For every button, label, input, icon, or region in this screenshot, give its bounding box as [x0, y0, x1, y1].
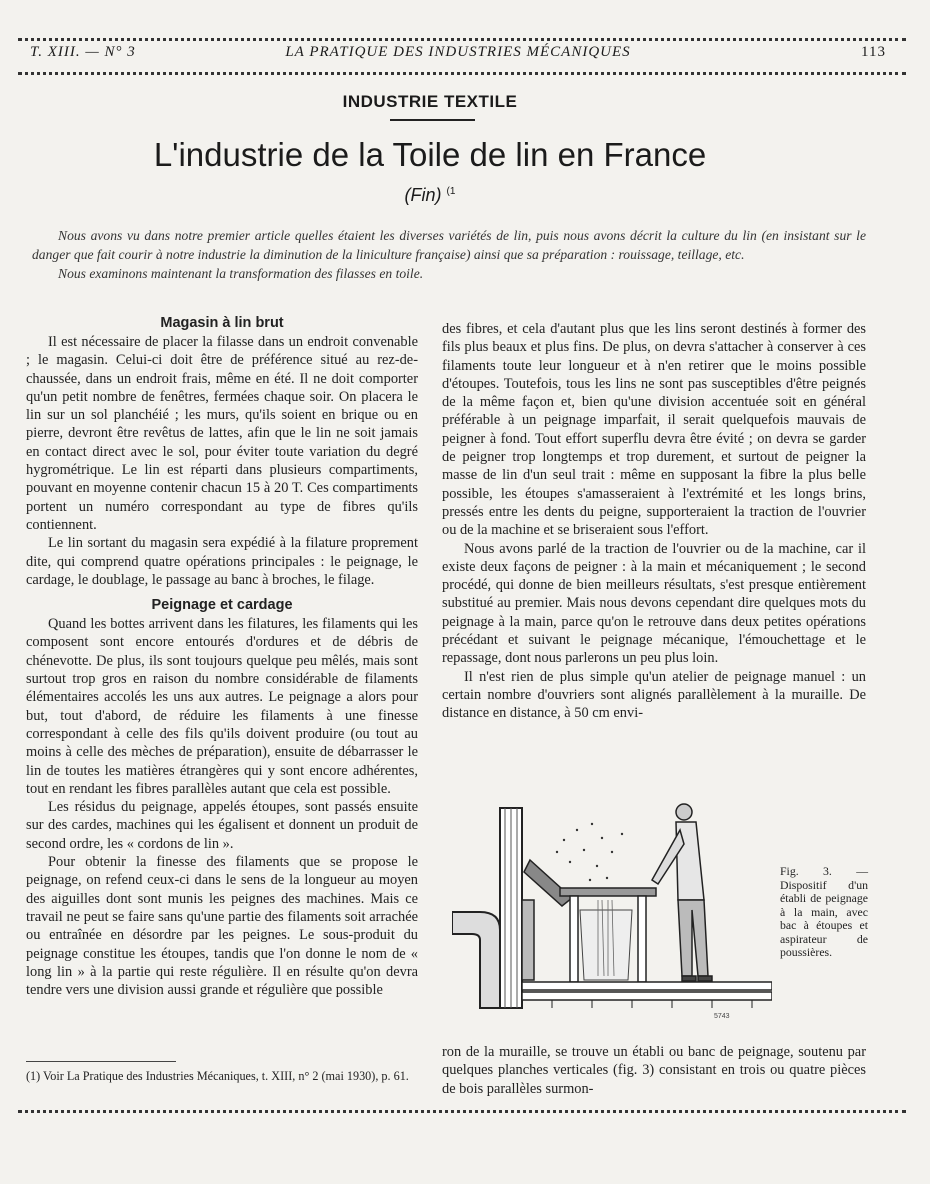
paragraph: Nous avons parlé de la traction de l'ouvrier ou de la machine, car il existe deux façons de peigner : à la main et mécaniquement ; le second procédé, qui donne de bien meilleurs résultats, s'est presque entièrement substitué au premier. Mais nous devons cependant dire quelques mots du peignage à la main, parce qu'on le retrouve dans deux petites opérations précédant et suivant le peignage mécanique, l'émouchettage et le repassage, dont nous parlerons un peu plus loin. — [442, 540, 866, 667]
aspirator-pipe — [452, 912, 500, 1008]
footnote: (1) Voir La Pratique des Industries Mécaniques, t. XIII, n° 2 (mai 1930), p. 61. — [26, 1069, 409, 1083]
right-column — [442, 320, 866, 723]
paragraph: Il est nécessaire de placer la filasse dans un endroit convenable ; le magasin. Celui-ci doit être de préférence situé au rez-de-chaussée, dans un endroit frais, même en été. Il ne doit comporter qu'un petit nombre de fenêtres, fermées chaque soir. On placera le lin sur un sol planchéié ; les murs, qu'ils soient en brique ou en pierre, devront être revêtus de lattes, afin que le lin ne soit jamais en contact direct avec le sol, pour éviter toute variation du degré hygrométrique. Le lin est réparti dans plusieurs compartiments, pouvant en moyenne contenir chacun 15 à 20 T. Ces compartiments portent un numéro correspondant au type de fibres qu'ils contiennent. — [26, 334, 418, 533]
dust-particles — [556, 823, 623, 881]
intro-paragraph: Nous avons vu dans notre premier article quelles étaient les diverses variétés de lin, puis nous avons décrit la culture du lin (en insistant sur le danger que fait courir à notre industrie la diminution de la liniculture française) ainsi que sa préparation : rouissage, teillage, etc. — [32, 228, 866, 262]
header-top-rule — [18, 38, 906, 41]
bench-leg — [570, 896, 578, 982]
subtitle-footnote-ref: (1 — [446, 186, 456, 197]
paragraph: Pour obtenir la finesse des filaments que se propose le peignage, on refend ceux-ci dans le sens de la longueur au moyen des aiguilles dont sont munis les peignes des machines. Mais ce travail ne peut se faire sans qu'une partie des filaments soit arrachée ou entraînée en désordre par les peignes. Le sous-produit du peignage constitue les étoupes, tandis que l'on donne le nom de « long lin » à la partie qui reste régulière. Il en résulte qu'on devra tendre vers une division aussi grande et régulière que possible — [26, 854, 418, 999]
heading-magasin: Magasin à lin brut — [160, 315, 284, 331]
suction-hood — [524, 860, 572, 906]
left-column — [26, 313, 418, 999]
figure-combing-bench — [452, 800, 772, 1020]
volume-number: T. XIII. — N° 3 — [30, 44, 136, 60]
floor-board — [522, 982, 772, 990]
intro-paragraph: Nous examinons maintenant la transformation des filasses en toile. — [58, 266, 424, 281]
running-header — [30, 44, 886, 66]
section-title: INDUSTRIE TEXTILE — [342, 92, 518, 111]
header-bottom-rule — [18, 72, 906, 75]
page-number: 113 — [861, 44, 886, 60]
intro-paragraphs — [32, 226, 866, 283]
subtitle-text: (Fin) — [404, 185, 442, 205]
floor-board — [522, 992, 772, 1000]
footnote-rule — [26, 1061, 176, 1062]
paragraph: Quand les bottes arrivent dans les filatures, les filaments qui les composent sont encore entourés d'ordures et de débris de chénevotte. De plus, ils sont toujours quelque peu mêlés, mais sont surtout trop gros en raison du nombre considérable de filaments élémentaires accolés les uns aux autres. Le peignage a alors pour but, tout d'abord, de réduire les filaments à une finesse correspondant à celle des fils qu'ils doivent produire (ou tout au moins à celle des mèches de préparation), ensuite de débarrasser le lin de toutes les matières étrangères qui y sont encore adhérentes, tout en rendant les fibres parallèles autant que cela est possible. — [26, 616, 418, 797]
paragraph: des fibres, et cela d'autant plus que les lins seront destinés à former des fils plus beaux et plus fins. De plus, on devra s'attacher à conserver à ces filaments toute leur longueur et à n'en retirer que le moins possible d'étoupes. Toutefois, tous les lins ne sont pas susceptibles d'être peignés de la même façon et, bien qu'une division accentuée soit en général préférable à un peignage imparfait, il serait quelquefois mauvais de peigner à fond. Tout effort superflu devra être évité ; on devra se garder de peigner trop longtemps et trop durement, et surtout de peigner la masse de lin d'un seul trait : même en supposant la fibre la plus belle possible, les étoupes s'amasseraient à l'extrémité et les longs brins, pressés entre les dents du peigne, supporteraient la traction de l'ouvrier ou de la machine et se briseraient sous l'effort. — [442, 321, 866, 539]
paragraph: ron de la muraille, se trouve un établi ou banc de peignage, soutenu par quelques planches verticales (fig. 3) consistant en trois ou quatre pièces de bois parallèles surmon- — [442, 1044, 866, 1097]
figure-caption: Fig. 3. — Dispositif d'un établi de peignage à la main, avec bac à étoupes et aspirateur de poussières. — [780, 864, 868, 959]
heading-peignage: Peignage et cardage — [151, 597, 293, 614]
article-subtitle — [0, 185, 860, 206]
bench-leg — [638, 896, 646, 982]
figure-mark: 5743 — [714, 1013, 730, 1020]
worker-figure — [652, 804, 712, 981]
waste-bin — [580, 910, 632, 980]
bench-top — [560, 888, 656, 896]
paragraph: Les résidus du peignage, appelés étoupes, sont passés ensuite sur des cardes, machines qui les égalisent et donnent un produit de second ordre, les « cordons de lin ». — [26, 799, 418, 852]
title-rule — [390, 119, 475, 121]
footer-rule — [18, 1110, 906, 1113]
paragraph: Le lin sortant du magasin sera expédié à la filature proprement dite, qui comprend quatre opérations principales : le peignage, le cardage, le doublage, le passage au banc à broches, le filage. — [26, 535, 418, 588]
journal-title: LA PRATIQUE DES INDUSTRIES MÉCANIQUES — [285, 44, 631, 60]
right-column-continued — [442, 1043, 866, 1098]
duct-flange — [522, 900, 534, 980]
paragraph: Il n'est rien de plus simple qu'un atelier de peignage manuel : un certain nombre d'ouvriers sont alignés parallèlement à la muraille. De distance en distance, à 50 cm envi- — [442, 668, 866, 722]
article-title: L'industrie de la Toile de lin en France — [153, 136, 707, 173]
